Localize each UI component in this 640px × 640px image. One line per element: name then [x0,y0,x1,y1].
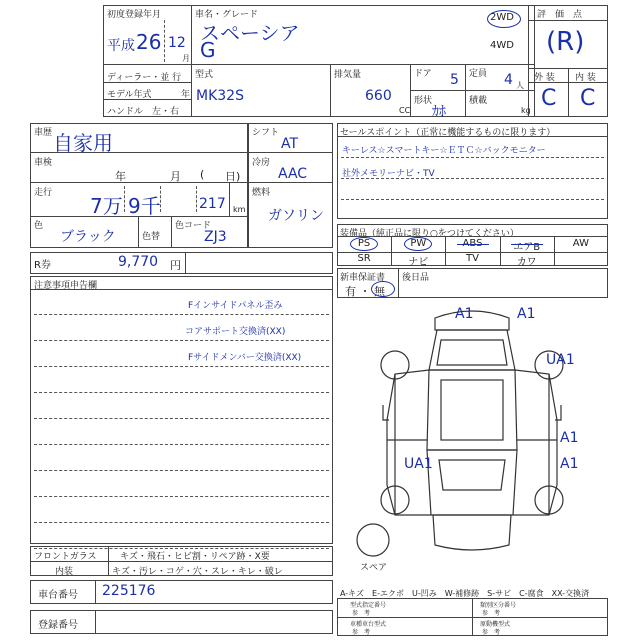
eval-score: (R) [546,27,585,57]
warranty-value: 有 ・ 無 [345,285,385,298]
mileage-man: 7万 [90,194,123,218]
ref-4: 参 考 [482,629,501,636]
windshield-label: フロントガラス [34,552,97,562]
fuel-value: ガソリン [268,208,324,224]
history-label: 車歴 [34,128,53,138]
equipment-circle [350,237,378,251]
equipment-item: カワ [516,257,537,268]
engine-label: 原動機型式 [480,621,511,628]
equipment-item: エアB [513,242,541,253]
shape-label: 形状 [414,96,433,106]
eval-label: 評 価 点 [537,10,583,20]
diagram-mark-front-right: A1 [517,306,536,322]
equipment-divider [391,236,392,266]
interior-label: 内 装 [575,73,596,83]
spare-label: スペア [360,563,388,573]
color-code: ZJ3 [204,229,227,245]
equipment-label: 装備品（純正品に限り○をつけてください） [340,229,519,239]
note-rule [34,366,329,367]
note-rule [34,444,329,445]
equipment-strike [511,244,543,245]
shape: ｶﾎ [432,104,446,120]
note-rule [34,522,329,523]
capacity-label: 定員 [469,69,488,79]
reg-year: 26 [136,30,162,54]
model-code: MK32S [196,88,244,104]
equipment-item: PS [357,238,371,249]
chassis-value: 225176 [102,583,156,599]
note-rule [34,496,329,497]
note-rule [34,314,329,315]
car-name-label: 車名・グレード [195,10,259,20]
inspection-label: 車検 [34,158,53,168]
equipment-divider [500,236,501,266]
inspection-month-unit: 月 [170,170,181,183]
note-line-1: Fインサイドパネル歪み [188,301,283,311]
diagram-mark-right-front: UA1 [546,352,575,368]
month-unit: 月 [182,54,190,63]
history-value: 自家用 [53,131,113,155]
equipment-item: AW [572,238,589,249]
ac-value: AAC [278,166,308,182]
grade: G [200,38,216,62]
equipment-item: PW [410,238,427,249]
equipment-row-divider [337,236,608,237]
reg-month: 12 [168,35,186,51]
equipment-item: SR [357,253,371,264]
category-label: 類別区分番号 [480,602,517,609]
drive-4wd: 4WD [490,40,514,51]
recycle-label: R券 [34,260,51,271]
sales-point-line-2: 社外メモリーナビ・TV [342,169,435,179]
color-change-label: 色替 [142,232,161,242]
diagram-mark-right-door: A1 [560,430,579,446]
displacement-label: 排気量 [334,70,362,80]
equipment-divider [554,236,555,266]
era: 平成 [107,38,135,54]
interior-grade: C [580,86,596,111]
capacity-unit: 人 [516,81,524,90]
exterior-label: 外 装 [534,73,555,83]
model-year-unit: 年 [181,90,191,100]
damage-legend: A-キズ E-エクボ U-凹み W-補修跡 S-サビ C-腐食 XX-交換済 [340,589,590,598]
drive-2wd: 2WD [490,12,514,23]
diagram-mark-right-rear: A1 [560,456,579,472]
exterior-grade: C [541,86,557,111]
equipment-item: ナビ [408,257,429,268]
ref-2: 参 考 [482,610,501,617]
mileage-sen: 9千 [128,194,161,218]
color-code-label: 色コード [175,221,212,231]
sales-point-line-1: キーレス☆スマートキー☆ＥＴＣ☆バックモニター [342,146,546,156]
ac-label: 冷房 [252,158,271,168]
inspection-open-paren: ( [200,168,205,181]
warranty-circle [371,281,395,297]
chassis-model-label: 車種車台型式 [350,621,387,628]
shift-label: シフト [252,128,280,138]
note-rule [34,392,329,393]
ref-3: 参 考 [352,629,371,636]
note-rule [34,470,329,471]
sales-points-label: セールスポイント（正常に機能するものに限ります） [340,128,556,138]
kg-unit: kg [521,106,531,115]
door-label: ドア [414,69,432,79]
notes-label: 注意事項申告欄 [34,281,98,291]
km-unit: km [233,205,246,214]
windshield-items: キズ・飛石・ヒビ割・リペア跡・X要 [120,552,270,562]
shift-value: AT [281,136,299,152]
recycle-block [30,252,333,274]
displacement: 660 [365,88,392,104]
delivery-label: 後日品 [402,273,430,283]
fuel-label: 燃料 [252,188,271,198]
note-rule [34,340,329,341]
first-reg-label: 初度登録年月 [107,10,162,20]
equipment-divider [445,236,446,266]
dealer-label: ディーラー・並 行 [107,73,182,83]
ref-1: 参 考 [352,610,371,617]
model-label: 型式 [195,70,214,80]
color-value: ブラック [60,229,116,245]
recycle-unit: 円 [170,259,181,272]
cc-unit: CC [399,106,411,115]
chassis-label: 車台番号 [38,590,78,601]
warranty-label: 新車保証書 [340,273,386,283]
registration-label: 登録番号 [38,620,78,631]
note-line-2: コアサポート交換済(XX) [185,327,286,337]
handle-label: ハンドル 左・右 [107,107,180,117]
doors: 5 [450,72,459,88]
note-line-3: Fサイドメンバー交換済(XX) [188,353,302,363]
inspection-day-unit: 日) [225,170,241,183]
capacity: 4 [504,72,513,88]
recycle-value: 9,770 [118,254,159,270]
model-spec-label: 型式指定番号 [350,602,387,609]
car-name: スペーシア [200,21,300,45]
model-year-label: モデル年式 [107,90,152,100]
color-label: 色 [34,221,44,231]
diagram-mark-front-left: A1 [455,306,474,322]
inspection-year-unit: 年 [115,170,126,183]
mileage-label: 走行 [34,188,53,198]
note-rule [34,418,329,419]
interior-cond-label: 内装 [55,567,74,577]
equipment-item: TV [466,253,479,264]
notes-block [30,276,333,544]
equipment-strike [457,244,489,245]
diagram-mark-left-rear: UA1 [404,456,433,472]
equipment-item: ABS [462,238,483,249]
interior-items: キズ・汚レ・コゲ・穴・スレ・キレ・破レ [112,567,283,577]
load-label: 積載 [469,96,488,106]
mileage-rest: 217 [199,196,226,212]
